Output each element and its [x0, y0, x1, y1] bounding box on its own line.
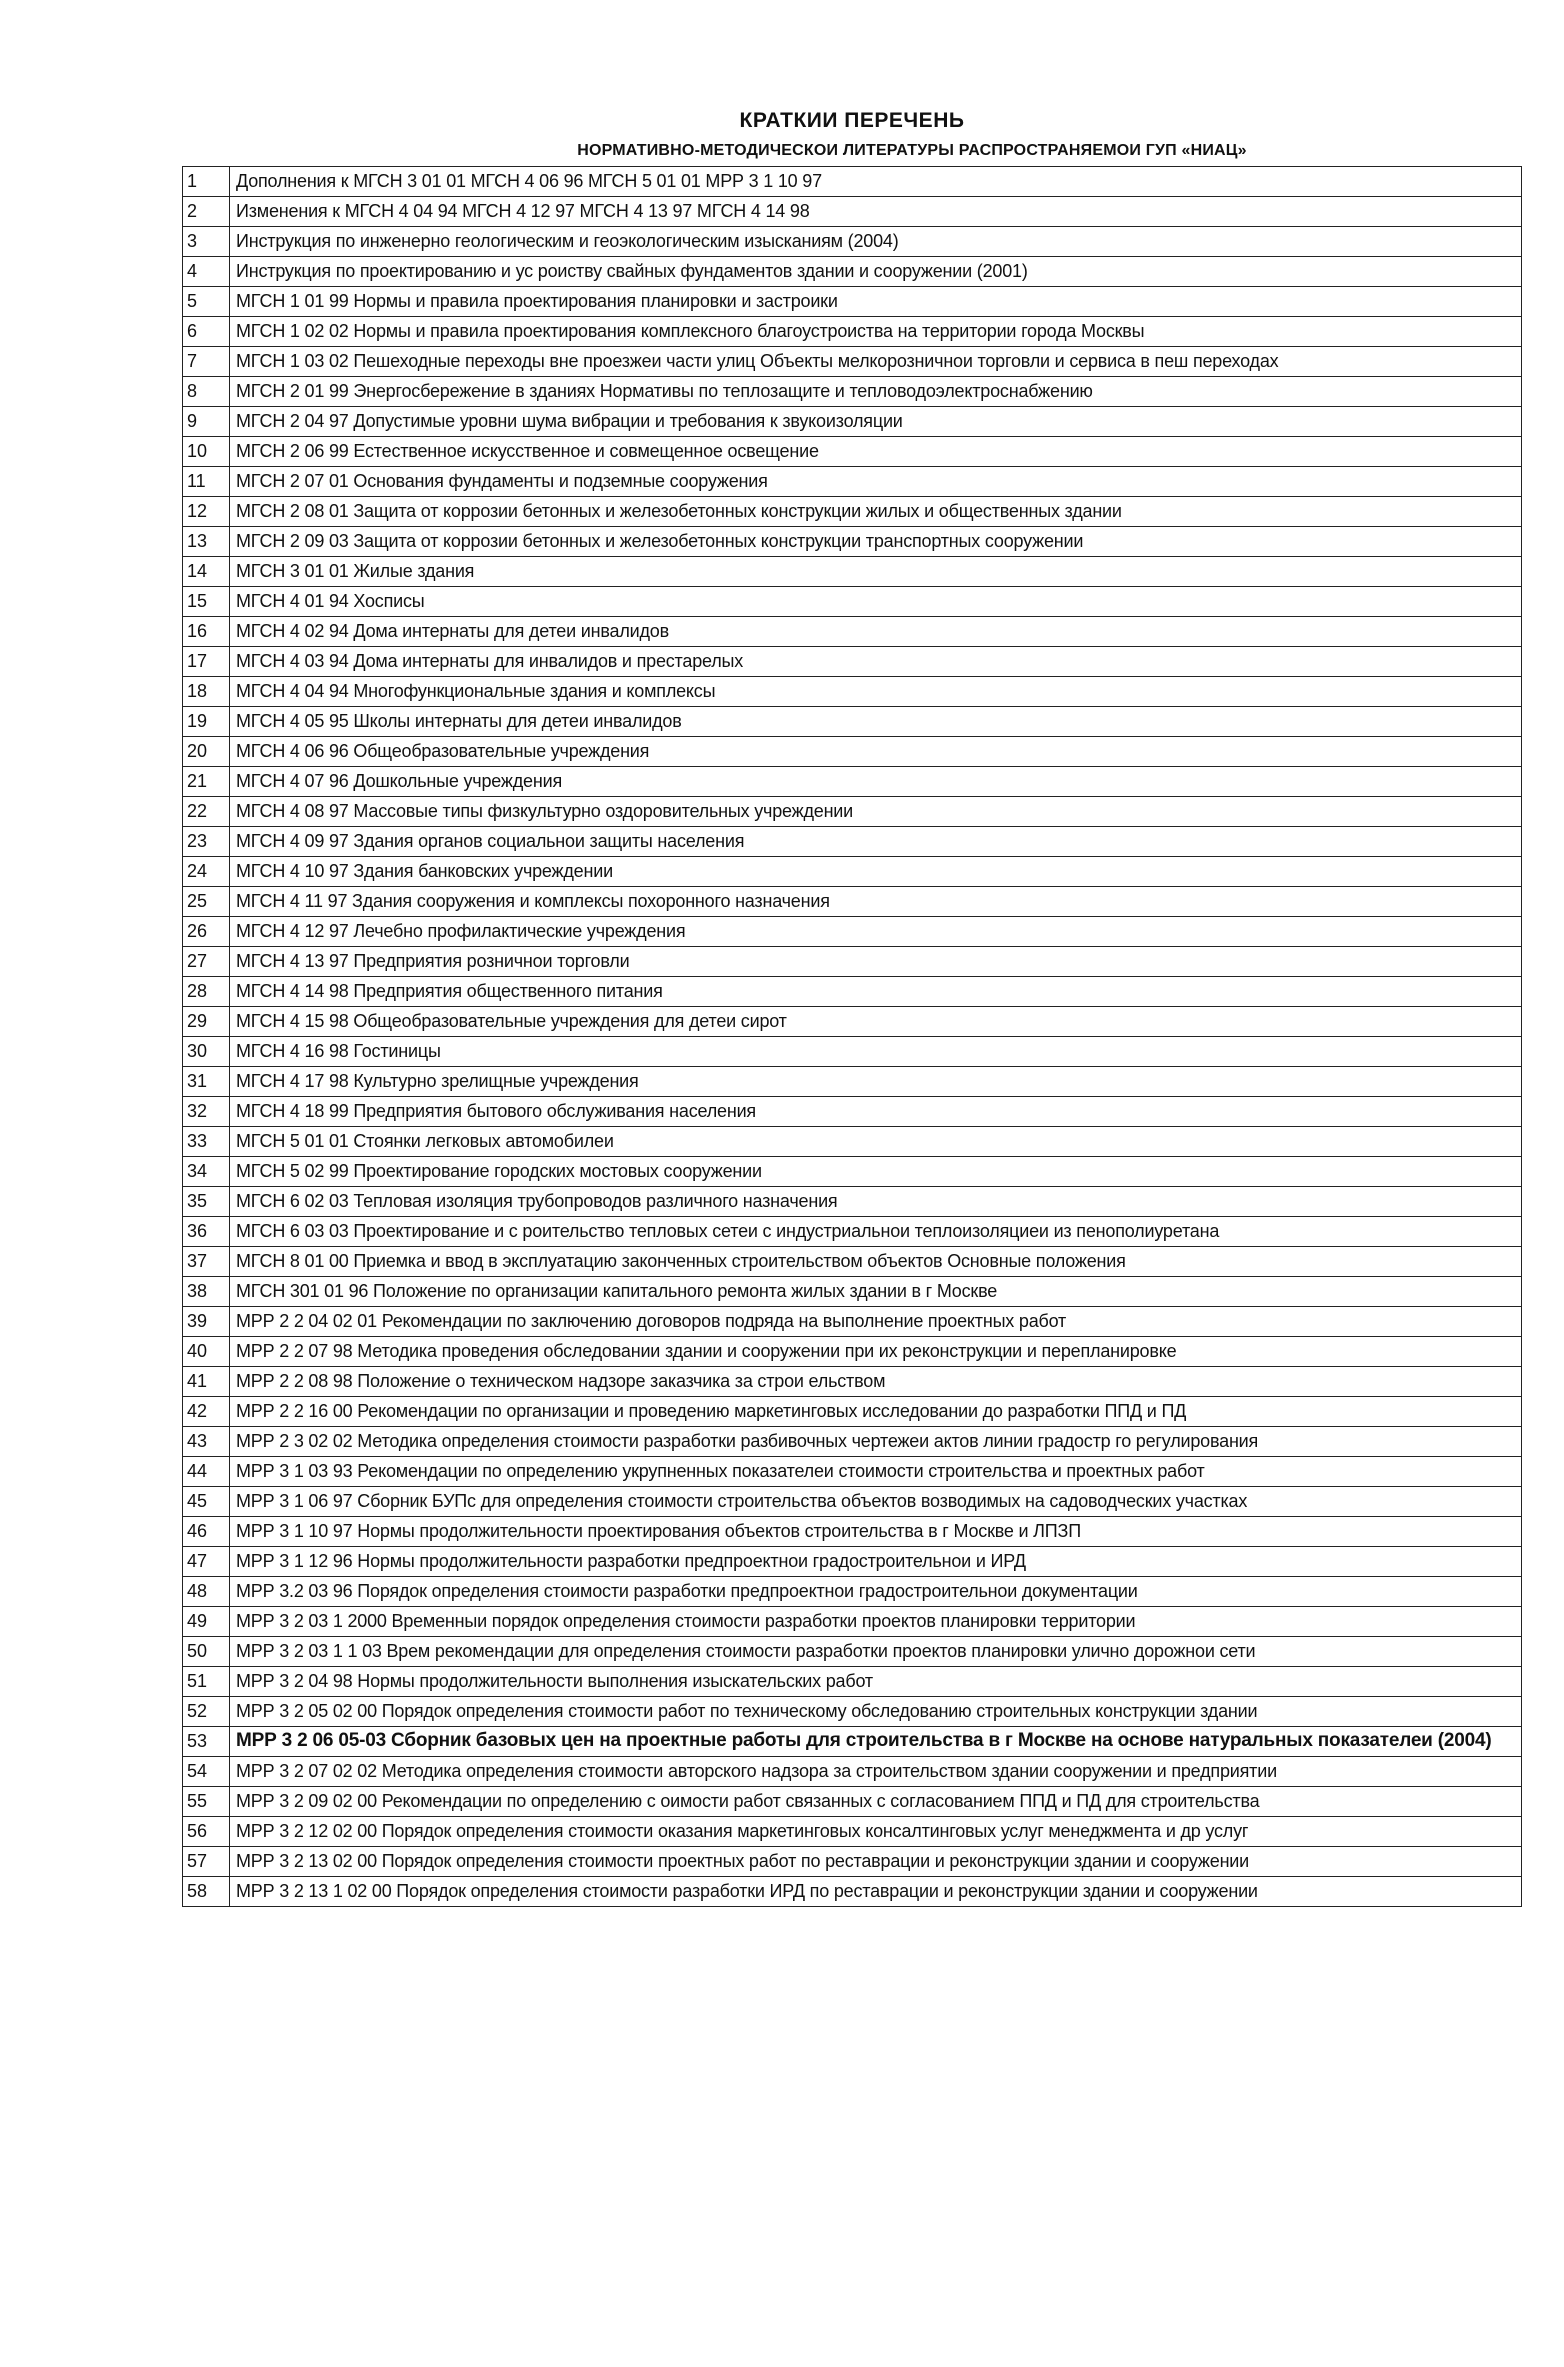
row-number: 13: [183, 527, 230, 557]
table-row: [183, 317, 1522, 347]
table-row: [183, 557, 1522, 587]
row-number: 23: [183, 827, 230, 857]
row-number: 30: [183, 1037, 230, 1067]
table-row: [183, 1607, 1522, 1637]
row-number: 37: [183, 1247, 230, 1277]
table-row: [183, 1487, 1522, 1517]
document-name: Инструкция по проектированию и ус роиству свайных фундаментов здании и сооружении (2001): [230, 257, 1522, 287]
document-name: МГСН 4 02 94 Дома интернаты для детеи инвалидов: [230, 617, 1522, 647]
table-row: [183, 1007, 1522, 1037]
document-name: МРР 2 2 04 02 01 Рекомендации по заключению договоров подряда на выполнение проектных работ: [230, 1307, 1522, 1337]
document-name: МГСН 5 01 01 Стоянки легковых автомобилеи: [230, 1127, 1522, 1157]
row-number: 24: [183, 857, 230, 887]
row-number: 4: [183, 257, 230, 287]
document-name: МРР 3 2 12 02 00 Порядок определения стоимости оказания маркетинговых консалтинговых услуг менеджмента и др услуг: [230, 1817, 1522, 1847]
table-row: [183, 767, 1522, 797]
row-number: 39: [183, 1307, 230, 1337]
document-title: КРАТКИИ ПЕРЕЧЕНЬ: [739, 109, 965, 132]
table-row: [183, 257, 1522, 287]
table-row: [183, 827, 1522, 857]
document-name: МГСН 4 11 97 Здания сооружения и комплексы похоронного назначения: [230, 887, 1522, 917]
document-name: МРР 3 2 03 1 2000 Временныи порядок определения стоимости разработки проектов планировки территории: [230, 1607, 1522, 1637]
row-number: 20: [183, 737, 230, 767]
document-name: МГСН 4 09 97 Здания органов социальнои защиты населения: [230, 827, 1522, 857]
document-name: МГСН 1 01 99 Нормы и правила проектирования планировки и застроики: [230, 287, 1522, 317]
table-row: [183, 287, 1522, 317]
row-number: 34: [183, 1157, 230, 1187]
document-name: МГСН 4 18 99 Предприятия бытового обслуживания населения: [230, 1097, 1522, 1127]
row-number: 5: [183, 287, 230, 317]
table-row: [183, 1277, 1522, 1307]
row-number: 53: [183, 1727, 230, 1757]
document-subtitle: НОРМАТИВНО-МЕТОДИЧЕСКОИ ЛИТЕРАТУРЫ РАСПРОСТРАНЯЕМОИ ГУП «НИАЦ»: [577, 142, 1247, 159]
document-list-table: [182, 166, 1522, 1907]
document-name: МГСН 4 16 98 Гостиницы: [230, 1037, 1522, 1067]
row-number: 12: [183, 497, 230, 527]
row-number: 6: [183, 317, 230, 347]
table-row: [183, 1547, 1522, 1577]
row-number: 40: [183, 1337, 230, 1367]
table-row: [183, 1817, 1522, 1847]
document-name: МРР 3 2 13 1 02 00 Порядок определения стоимости разработки ИРД по реставрации и реконструкции здании и сооружении: [230, 1877, 1522, 1907]
table-row: [183, 377, 1522, 407]
row-number: 29: [183, 1007, 230, 1037]
document-name: МГСН 6 02 03 Тепловая изоляция трубопроводов различного назначения: [230, 1187, 1522, 1217]
table-row: [183, 527, 1522, 557]
document-name: МГСН 4 13 97 Предприятия розничнои торговли: [230, 947, 1522, 977]
table-row: [183, 1067, 1522, 1097]
row-number: 50: [183, 1637, 230, 1667]
row-number: 42: [183, 1397, 230, 1427]
table-row: [183, 1037, 1522, 1067]
table-row: [183, 1877, 1522, 1907]
row-number: 52: [183, 1697, 230, 1727]
row-number: 38: [183, 1277, 230, 1307]
document-name: Дополнения к МГСН 3 01 01 МГСН 4 06 96 МГСН 5 01 01 МРР 3 1 10 97: [230, 167, 1522, 197]
row-number: 22: [183, 797, 230, 827]
document-name: МГСН 2 08 01 Защита от коррозии бетонных и железобетонных конструкции жилых и общественных здании: [230, 497, 1522, 527]
table-row: [183, 1427, 1522, 1457]
document-name: МРР 3 2 09 02 00 Рекомендации по определению с оимости работ связанных с согласованием ППД и ПД для строительства: [230, 1787, 1522, 1817]
row-number: 58: [183, 1877, 230, 1907]
document-name: МГСН 4 04 94 Многофункциональные здания и комплексы: [230, 677, 1522, 707]
document-name: МРР 2 2 16 00 Рекомендации по организации и проведению маркетинговых исследовании до разработки ППД и ПД: [230, 1397, 1522, 1427]
document-name: МГСН 4 15 98 Общеобразовательные учреждения для детеи сирот: [230, 1007, 1522, 1037]
row-number: 31: [183, 1067, 230, 1097]
document-name: МГСН 4 08 97 Массовые типы физкультурно оздоровительных учреждении: [230, 797, 1522, 827]
table-row: [183, 1187, 1522, 1217]
document-name: МГСН 4 03 94 Дома интернаты для инвалидов и престарелых: [230, 647, 1522, 677]
document-name: МРР 2 2 07 98 Методика проведения обследовании здании и сооружении при их реконструкции и перепланировке: [230, 1337, 1522, 1367]
document-name: МГСН 2 06 99 Естественное искусственное и совмещенное освещение: [230, 437, 1522, 467]
row-number: 47: [183, 1547, 230, 1577]
document-name: МРР 3 2 07 02 02 Методика определения стоимости авторского надзора за строительством здании сооружении и предприятии: [230, 1757, 1522, 1787]
document-name: МГСН 1 03 02 Пешеходные переходы вне проезжеи части улиц Объекты мелкорозничнои торговли и сервиса в пеш переходах: [230, 347, 1522, 377]
document-name: МРР 3 1 06 97 Сборник БУПс для определения стоимости строительства объектов возводимых на садоводческих участках: [230, 1487, 1522, 1517]
row-number: 10: [183, 437, 230, 467]
row-number: 14: [183, 557, 230, 587]
row-number: 54: [183, 1757, 230, 1787]
table-row: [183, 1727, 1522, 1757]
table-row: [183, 197, 1522, 227]
table-row: [183, 1367, 1522, 1397]
row-number: 57: [183, 1847, 230, 1877]
row-number: 41: [183, 1367, 230, 1397]
document-name: МРР 3 1 12 96 Нормы продолжительности разработки предпроектнои градостроительнои и ИРД: [230, 1547, 1522, 1577]
row-number: 45: [183, 1487, 230, 1517]
document-name: МГСН 5 02 99 Проектирование городских мостовых сооружении: [230, 1157, 1522, 1187]
row-number: 21: [183, 767, 230, 797]
row-number: 2: [183, 197, 230, 227]
row-number: 35: [183, 1187, 230, 1217]
document-name: Инструкция по инженерно геологическим и геоэкологическим изысканиям (2004): [230, 227, 1522, 257]
table-row: [183, 1307, 1522, 1337]
table-row: [183, 1847, 1522, 1877]
table-row: [183, 707, 1522, 737]
row-number: 51: [183, 1667, 230, 1697]
document-name: МГСН 301 01 96 Положение по организации капитального ремонта жилых здании в г Москве: [230, 1277, 1522, 1307]
table-row: [183, 647, 1522, 677]
document-name: МГСН 4 07 96 Дошкольные учреждения: [230, 767, 1522, 797]
document-name: Изменения к МГСН 4 04 94 МГСН 4 12 97 МГСН 4 13 97 МГСН 4 14 98: [230, 197, 1522, 227]
table-row: [183, 167, 1522, 197]
document-name: МГСН 2 07 01 Основания фундаменты и подземные сооружения: [230, 467, 1522, 497]
document-name: МГСН 4 12 97 Лечебно профилактические учреждения: [230, 917, 1522, 947]
document-name: МГСН 4 01 94 Хосписы: [230, 587, 1522, 617]
document-name: МРР 3 1 10 97 Нормы продолжительности проектирования объектов строительства в г Москве и ЛПЗП: [230, 1517, 1522, 1547]
row-number: 28: [183, 977, 230, 1007]
table-row: [183, 1457, 1522, 1487]
table-row: [183, 1787, 1522, 1817]
document-name: МРР 3 2 05 02 00 Порядок определения стоимости работ по техническому обследованию строительных конструкции здании: [230, 1697, 1522, 1727]
table-row: [183, 1517, 1522, 1547]
table-row: [183, 587, 1522, 617]
row-number: 27: [183, 947, 230, 977]
table-row: [183, 1637, 1522, 1667]
table-row: [183, 1157, 1522, 1187]
document-name: МРР 3 2 06 05-03 Сборник базовых цен на проектные работы для строительства в г Москве на основе натуральных показателеи (2004): [230, 1727, 1522, 1757]
table-row: [183, 857, 1522, 887]
document-name: МРР 3 1 03 93 Рекомендации по определению укрупненных показателеи стоимости строительства и проектных работ: [230, 1457, 1522, 1487]
table-row: [183, 1247, 1522, 1277]
row-number: 33: [183, 1127, 230, 1157]
document-name: МГСН 2 04 97 Допустимые уровни шума вибрации и требования к звукоизоляции: [230, 407, 1522, 437]
table-row: [183, 917, 1522, 947]
document-name: МРР 3 2 04 98 Нормы продолжительности выполнения изыскательских работ: [230, 1667, 1522, 1697]
document-name: МГСН 4 10 97 Здания банковских учреждении: [230, 857, 1522, 887]
document-name: МГСН 4 06 96 Общеобразовательные учреждения: [230, 737, 1522, 767]
document-name: МГСН 1 02 02 Нормы и правила проектирования комплексного благоустроиства на территории города Москвы: [230, 317, 1522, 347]
document-name: МРР 2 2 08 98 Положение о техническом надзоре заказчика за строи ельством: [230, 1367, 1522, 1397]
document-name: МГСН 6 03 03 Проектирование и с роительство тепловых сетеи с индустриальнои теплоизоляциеи из пенополиуретана: [230, 1217, 1522, 1247]
table-row: [183, 1127, 1522, 1157]
table-row: [183, 797, 1522, 827]
table-row: [183, 677, 1522, 707]
document-name: МГСН 3 01 01 Жилые здания: [230, 557, 1522, 587]
table-row: [183, 1577, 1522, 1607]
row-number: 48: [183, 1577, 230, 1607]
row-number: 25: [183, 887, 230, 917]
table-row: [183, 977, 1522, 1007]
row-number: 36: [183, 1217, 230, 1247]
document-name: МРР 3.2 03 96 Порядок определения стоимости разработки предпроектнои градостроительнои документации: [230, 1577, 1522, 1607]
row-number: 46: [183, 1517, 230, 1547]
table-row: [183, 947, 1522, 977]
row-number: 56: [183, 1817, 230, 1847]
row-number: 3: [183, 227, 230, 257]
row-number: 11: [183, 467, 230, 497]
document-name: МГСН 2 09 03 Защита от коррозии бетонных и железобетонных конструкции транспортных сооружении: [230, 527, 1522, 557]
document-name: МРР 3 2 03 1 1 03 Врем рекомендации для определения стоимости разработки проектов планировки улично дорожнои сети: [230, 1637, 1522, 1667]
document-list-body: [183, 167, 1522, 1907]
table-row: [183, 887, 1522, 917]
row-number: 26: [183, 917, 230, 947]
row-number: 55: [183, 1787, 230, 1817]
table-row: [183, 617, 1522, 647]
row-number: 18: [183, 677, 230, 707]
row-number: 15: [183, 587, 230, 617]
table-row: [183, 227, 1522, 257]
row-number: 43: [183, 1427, 230, 1457]
row-number: 32: [183, 1097, 230, 1127]
document-name: МГСН 2 01 99 Энергосбережение в зданиях Нормативы по теплозащите и тепловодоэлектроснабжению: [230, 377, 1522, 407]
table-row: [183, 1667, 1522, 1697]
document-name: МГСН 4 17 98 Культурно зрелищные учреждения: [230, 1067, 1522, 1097]
document-name: МРР 2 3 02 02 Методика определения стоимости разработки разбивочных чертежеи актов линии градостр го регулирования: [230, 1427, 1522, 1457]
table-row: [183, 1397, 1522, 1427]
document-name: МГСН 4 05 95 Школы интернаты для детеи инвалидов: [230, 707, 1522, 737]
table-row: [183, 347, 1522, 377]
row-number: 44: [183, 1457, 230, 1487]
table-row: [183, 1697, 1522, 1727]
table-row: [183, 1757, 1522, 1787]
document-name: МГСН 4 14 98 Предприятия общественного питания: [230, 977, 1522, 1007]
row-number: 9: [183, 407, 230, 437]
row-number: 16: [183, 617, 230, 647]
table-row: [183, 1217, 1522, 1247]
table-row: [183, 467, 1522, 497]
table-row: [183, 737, 1522, 767]
row-number: 19: [183, 707, 230, 737]
document-name: МГСН 8 01 00 Приемка и ввод в эксплуатацию законченных строительством объектов Основные положения: [230, 1247, 1522, 1277]
table-row: [183, 437, 1522, 467]
table-row: [183, 1337, 1522, 1367]
table-row: [183, 407, 1522, 437]
row-number: 49: [183, 1607, 230, 1637]
row-number: 7: [183, 347, 230, 377]
document-name: МРР 3 2 13 02 00 Порядок определения стоимости проектных работ по реставрации и реконструкции здании и сооружении: [230, 1847, 1522, 1877]
row-number: 8: [183, 377, 230, 407]
row-number: 1: [183, 167, 230, 197]
row-number: 17: [183, 647, 230, 677]
document-page: [182, 108, 1522, 1907]
table-row: [183, 497, 1522, 527]
table-row: [183, 1097, 1522, 1127]
